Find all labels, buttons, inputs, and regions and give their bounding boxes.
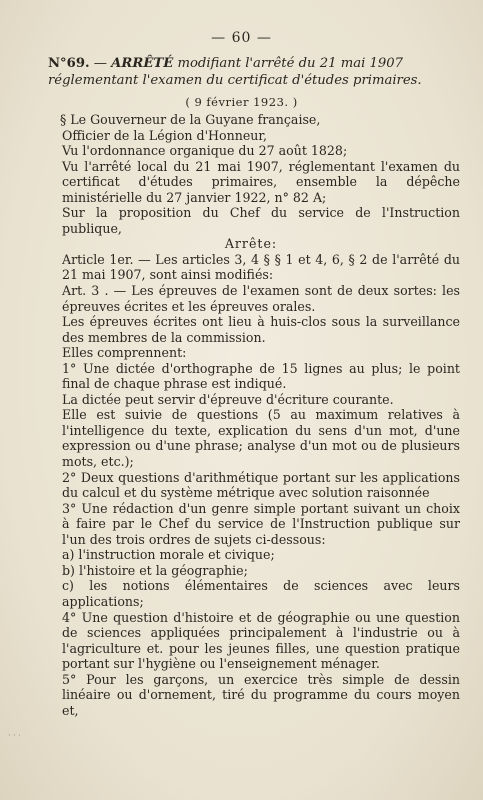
decree-number: N°69. [48, 56, 90, 71]
paragraph-p1: 1° Une dictée d'orthographe de 15 lignes au plus; le point final de chaque phrase est indiqué. [62, 360, 460, 392]
page-number: — 60 — [211, 30, 272, 46]
paragraph-b: b) l'histoire et la géographie; [62, 562, 248, 578]
title-arrete-word: ARRÊTÉ [111, 56, 174, 71]
paragraph-suivie: Elle est suivie de questions (5 au maximum relatives à l'intelligence du texte, explication du sens d'un mot, d'une expression ou d'une phrase; analyse d'un mot ou de plusieurs mots, etc.); [62, 407, 460, 470]
paragraph-arrete: Arrête: [224, 236, 278, 252]
paragraph-p5: 5° Pour les garçons, un exercice très simple de dessin linéaire ou d'ornement, tiré du programme du cours moyen et, [62, 671, 460, 718]
paragraph-p4: 4° Une question d'histoire et de géographie ou une question de sciences appliquées principalement à l'industrie ou à l'agriculture et. pour les jeunes filles, une question pratique portant sur l'hygiène ou l'enseignement ménager. [62, 609, 460, 672]
paragraph-dictee: La dictée peut servir d'épreuve d'écriture courante. [62, 391, 394, 407]
paragraph-p3: 3° Une rédaction d'un genre simple portant suivant un choix à faire par le Chef du service de l'Instruction publique sur l'un des trois ordres de sujets ci-dessous: [62, 500, 460, 547]
title-rest: modifiant l'arrêté du 21 mai 1907 réglementant l'examen du certificat d'études primaires. [48, 56, 422, 88]
paragraph-art3: Art. 3 . — Les épreuves de l'examen sont de deux sortes: les épreuves écrites et les épreuves orales. [62, 283, 460, 314]
paragraph-p2: 2° Deux questions d'arithmétique portant sur les applications du calcul et du système métrique avec solution raisonnée [62, 469, 460, 501]
paragraph-c: c) les notions élémentaires de sciences avec leurs applications; [62, 578, 460, 609]
page-edge-mark: · · · [8, 731, 21, 740]
paragraph-art1: Article 1er. — Les articles 3, 4 § § 1 et 4, 6, § 2 de l'arrêté du 21 mai 1907, sont ainsi modifiés: [62, 251, 460, 283]
decree-title [48, 55, 458, 89]
paragraph-gov: § Le Gouverneur de la Guyane française, [60, 112, 321, 127]
decree-body [42, 112, 460, 718]
title-dash: — [89, 56, 112, 71]
paragraph-ecrites: Les épreuves écrites ont lieu à huis-clos sous la surveillance des membres de la commission. [62, 314, 460, 345]
paragraph-a: a) l'instruction morale et civique; [62, 547, 275, 563]
paragraph-officier: Officier de la Légion d'Honneur, [62, 127, 268, 143]
decree-date: ( 9 février 1923. ) [185, 95, 298, 109]
paragraph-vu1: Vu l'ordonnance organique du 27 août 1828; [62, 143, 348, 159]
paragraph-comprennent: Elles comprennent: [62, 345, 187, 361]
paragraph-vu2: Vu l'arrêté local du 21 mai 1907, réglementant l'examen du certificat d'études primaires, ensemble la dépêche ministérielle du 27 janvier 1922, n° 82 A; [62, 158, 460, 205]
paragraph-sur: Sur la proposition du Chef du service de l'Instruction publique, [62, 205, 460, 236]
